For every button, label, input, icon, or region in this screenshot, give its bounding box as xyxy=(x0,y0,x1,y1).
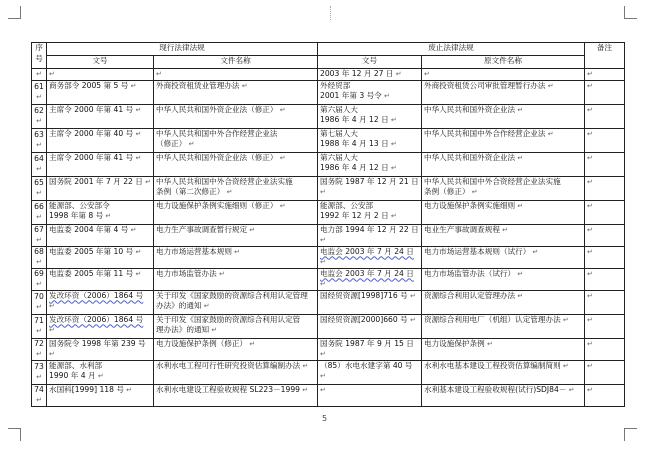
doc-number-cell xyxy=(47,200,154,224)
paragraph-mark-icon: ↵ xyxy=(320,372,326,380)
repealed-doc-name-cell-text: 电力市场监管办法（试行） xyxy=(424,268,516,278)
doc-name-cell xyxy=(154,128,318,152)
repealed-doc-number-cell-text: 能源部、公安部 1992 年 12 月 2 日 xyxy=(320,200,389,220)
paragraph-mark-icon: ↵ xyxy=(587,291,593,300)
table-row xyxy=(32,290,625,314)
repealed-doc-number-cell xyxy=(318,384,422,406)
table-row xyxy=(32,360,625,384)
header-remarks: 备注 xyxy=(585,43,625,69)
doc-name-cell xyxy=(154,290,318,314)
doc-number-cell-text: 国务院 2001 年 7 月 22 日 xyxy=(49,176,143,186)
repealed-doc-name-cell-text: 资源综合利用电厂（机组）认定管理办法 xyxy=(424,314,561,324)
paragraph-mark-icon: ↵ xyxy=(247,225,256,234)
doc-number-cell xyxy=(47,338,154,360)
row-number-text: 71 xyxy=(34,315,44,325)
doc-number-cell-text: 电监委 2005 年第 11 号 xyxy=(49,268,134,278)
doc-name-cell xyxy=(154,360,318,384)
paragraph-mark-icon: ↵ xyxy=(300,361,309,370)
table-row xyxy=(32,80,625,104)
repealed-doc-name-cell xyxy=(422,246,585,268)
doc-number-cell xyxy=(47,224,154,246)
header-repealed-laws: 废止法律法规 xyxy=(318,43,585,56)
paragraph-mark-icon: ↵ xyxy=(36,280,42,288)
remark-cell xyxy=(585,80,625,104)
repealed-doc-name-cell xyxy=(422,176,585,200)
paragraph-mark-icon: ↵ xyxy=(515,201,524,210)
doc-name-cell xyxy=(154,384,318,406)
row-number xyxy=(32,384,47,406)
paragraph-mark-icon: ↵ xyxy=(36,327,42,335)
crop-mark-top-left xyxy=(8,6,21,19)
doc-name-cell-text: 水利水电工程可行性研究投资估算编制办法 xyxy=(156,360,301,370)
paragraph-mark-icon: ↵ xyxy=(587,247,593,256)
repealed-doc-name-cell xyxy=(422,224,585,246)
repealed-doc-name-cell xyxy=(422,314,585,338)
doc-name-cell-text: 水利水电建设工程验收规程 SL223－1999 xyxy=(156,384,301,394)
repealed-doc-name-cell-text: 中华人民共和国外资企业法 xyxy=(424,104,516,114)
row-number xyxy=(32,290,47,314)
repealed-doc-name-cell-text: 水利基本建设工程验收规程(试行)SDJ84－ xyxy=(424,384,567,394)
doc-name-cell xyxy=(154,338,318,360)
doc-number-cell xyxy=(47,290,154,314)
paragraph-mark-icon: ↵ xyxy=(49,302,55,310)
paragraph-mark-icon: ↵ xyxy=(560,361,569,370)
doc-name-cell-text: 电力生产事故调查暂行规定 xyxy=(156,224,248,234)
row-number-text: 74 xyxy=(34,384,44,394)
repealed-doc-number-cell-text: 外经贸部 2001 年第 3 号令 xyxy=(320,80,382,100)
repealed-doc-number-cell xyxy=(318,314,422,338)
paragraph-mark-icon: ↵ xyxy=(587,70,593,78)
repealed-doc-number-cell xyxy=(318,268,422,290)
paragraph-mark-icon: ↵ xyxy=(566,385,575,394)
paragraph-mark-icon: ↵ xyxy=(388,116,397,124)
row-number xyxy=(32,128,47,152)
paragraph-mark-icon: ↵ xyxy=(36,165,42,173)
paragraph-mark-icon: ↵ xyxy=(36,141,42,149)
doc-number-cell xyxy=(47,384,154,406)
row-number xyxy=(32,80,47,104)
remark-cell xyxy=(585,246,625,268)
paragraph-mark-icon: ↵ xyxy=(156,70,162,78)
paragraph-mark-icon: ↵ xyxy=(95,372,104,380)
doc-name-cell xyxy=(154,314,318,338)
paragraph-mark-icon: ↵ xyxy=(201,302,210,310)
repealed-doc-name-cell xyxy=(422,338,585,360)
paragraph-mark-icon: ↵ xyxy=(320,385,326,394)
paragraph-mark-icon: ↵ xyxy=(239,81,248,90)
row-number xyxy=(32,224,47,246)
repealed-doc-number-cell xyxy=(318,224,422,246)
doc-number-cell-text: 能源部、水利部 1990 年 4 月 xyxy=(49,360,103,380)
row-number xyxy=(32,200,47,224)
paragraph-mark-icon: ↵ xyxy=(424,70,430,78)
table-row xyxy=(32,224,625,246)
crop-mark-bottom-right xyxy=(624,428,637,441)
row-number-text: 68 xyxy=(34,246,44,256)
row-number-text: 69 xyxy=(34,268,44,278)
paragraph-mark-icon: ↵ xyxy=(36,189,42,197)
paragraph-mark-icon: ↵ xyxy=(36,303,42,311)
paragraph-mark-icon: ↵ xyxy=(587,153,593,162)
paragraph-mark-icon: ↵ xyxy=(186,140,195,148)
row-number-text: 73 xyxy=(34,361,44,371)
doc-name-cell xyxy=(154,200,318,224)
doc-name-cell-text: 电力设施保护条例实施细则（修正） xyxy=(156,200,278,210)
remark-cell xyxy=(585,314,625,338)
doc-name-cell xyxy=(154,176,318,200)
paragraph-mark-icon: ↵ xyxy=(277,201,286,210)
row-number-text: 62 xyxy=(34,105,44,115)
doc-number-cell-text: 水国科[1999] 118 号 xyxy=(49,384,124,394)
paragraph-mark-icon: ↵ xyxy=(407,291,416,300)
repealed-doc-number-cell xyxy=(318,128,422,152)
header-guide xyxy=(330,6,332,20)
paragraph-mark-icon: ↵ xyxy=(393,70,402,78)
repealed-doc-number-cell-text: （85）水电水建字第 40 号 xyxy=(320,360,413,370)
table-row xyxy=(32,314,625,338)
row-number xyxy=(32,176,47,200)
doc-number-cell-text: 主席令 2000 年第 41 号 xyxy=(49,104,134,114)
doc-number-cell xyxy=(47,268,154,290)
doc-name-cell-text: 关于印发《国家鼓励的资源综合利用认定管理 办法》的通知 xyxy=(156,290,308,310)
paragraph-mark-icon: ↵ xyxy=(515,153,524,162)
repealed-doc-name-cell xyxy=(422,360,585,384)
remark-cell xyxy=(585,224,625,246)
repealed-doc-number-cell xyxy=(318,152,422,176)
table-row xyxy=(32,338,625,360)
doc-number-cell-text: 主席令 2000 年第 41 号 xyxy=(49,152,134,162)
row-number-text: 72 xyxy=(34,338,44,348)
repealed-doc-number-cell-text: 国经贸资源[1998]716 号 xyxy=(320,290,408,300)
paragraph-mark-icon: ↵ xyxy=(320,350,326,358)
doc-name-cell-text: 电力市场运营基本规则 xyxy=(156,246,232,256)
repealed-doc-name-cell xyxy=(422,104,585,128)
doc-number-cell xyxy=(47,246,154,268)
paragraph-mark-icon: ↵ xyxy=(224,188,233,196)
header-doc-name: 文件名称 xyxy=(154,56,318,69)
paragraph-mark-icon: ↵ xyxy=(36,93,42,101)
repealed-doc-number-cell-text: 国务院 1987 年 9 月 15 日 xyxy=(320,338,414,348)
doc-number-cell xyxy=(47,314,154,338)
doc-number-cell xyxy=(47,104,154,128)
header-current-laws: 现行法律法规 xyxy=(47,43,318,56)
doc-name-cell-text: 电力市场监管办法 xyxy=(156,268,217,278)
doc-name-cell xyxy=(154,69,318,81)
paragraph-mark-icon: ↵ xyxy=(587,339,593,348)
remark-cell xyxy=(585,152,625,176)
paragraph-mark-icon: ↵ xyxy=(36,258,42,266)
paragraph-mark-icon: ↵ xyxy=(49,70,55,78)
doc-number-cell-text: 商务部令 2005 第 5 号 xyxy=(49,80,129,90)
repealed-doc-number-cell xyxy=(318,246,422,268)
paragraph-mark-icon: ↵ xyxy=(277,153,286,162)
doc-name-cell xyxy=(154,80,318,104)
repealed-doc-number-cell-text: 电监会 2003 年 7 月 24 日 xyxy=(320,246,414,256)
row-number xyxy=(32,360,47,384)
doc-number-cell-text: 国务院令 1998 年第 239 号 xyxy=(49,338,146,348)
doc-number-cell-text: 电监委 2005 年第 10 号 xyxy=(49,246,134,256)
row-number-text: 65 xyxy=(34,177,44,187)
paragraph-mark-icon: ↵ xyxy=(388,140,397,148)
paragraph-mark-icon: ↵ xyxy=(515,105,524,114)
row-number-text: 61 xyxy=(34,81,44,91)
paragraph-mark-icon: ↵ xyxy=(587,269,593,278)
paragraph-mark-icon: ↵ xyxy=(587,129,593,138)
paragraph-mark-icon: ↵ xyxy=(320,188,326,196)
page-number: 5 xyxy=(322,414,328,423)
remark-cell xyxy=(585,176,625,200)
repealed-doc-name-cell-text: 中华人民共和国外资企业法 xyxy=(424,152,516,162)
paragraph-mark-icon: ↵ xyxy=(587,201,593,210)
paragraph-mark-icon: ↵ xyxy=(587,385,593,394)
remark-cell xyxy=(585,200,625,224)
paragraph-mark-icon: ↵ xyxy=(123,385,133,394)
remark-cell xyxy=(585,69,625,81)
doc-name-cell xyxy=(154,224,318,246)
crop-mark-top-right xyxy=(624,6,637,19)
paragraph-mark-icon: ↵ xyxy=(216,269,225,278)
paragraph-mark-icon: ↵ xyxy=(231,247,241,256)
paragraph-mark-icon: ↵ xyxy=(320,258,326,266)
doc-name-cell-text: 外商投资租赁业管理办法 xyxy=(156,80,240,90)
repealed-doc-name-cell-text: 中华人民共和国中外合资经营企业法实施 条例（修正） xyxy=(424,176,561,196)
repealed-doc-name-cell xyxy=(422,69,585,81)
repealed-doc-number-cell xyxy=(318,360,422,384)
repealed-doc-name-cell-text: 电业生产事故调查规程 xyxy=(424,224,500,234)
table-row xyxy=(32,128,625,152)
repealed-doc-number-cell xyxy=(318,69,422,81)
paragraph-mark-icon: ↵ xyxy=(388,164,397,172)
header-row-2 xyxy=(32,56,625,69)
paragraph-mark-icon: ↵ xyxy=(36,350,42,358)
paragraph-mark-icon: ↵ xyxy=(320,236,326,244)
header-seq: 序 号 xyxy=(32,43,47,69)
paragraph-mark-icon: ↵ xyxy=(469,188,478,196)
row-number-text: 63 xyxy=(34,129,44,139)
table-row xyxy=(32,69,625,81)
paragraph-mark-icon: ↵ xyxy=(36,70,42,78)
row-number-text: 70 xyxy=(34,291,44,301)
doc-number-cell-text: 能源部、公安部令 1998 年第 8 号 xyxy=(49,200,110,220)
table-row xyxy=(32,268,625,290)
remark-cell xyxy=(585,268,625,290)
row-number xyxy=(32,268,47,290)
paragraph-mark-icon: ↵ xyxy=(133,247,142,256)
table-row xyxy=(32,152,625,176)
repealed-doc-name-cell-text: 电力市场运营基本规则（试行） xyxy=(424,246,531,256)
paragraph-mark-icon: ↵ xyxy=(36,117,42,125)
paragraph-mark-icon: ↵ xyxy=(133,153,142,162)
repealed-doc-number-cell-text: 电力部 1994 年 12 月 22 日 xyxy=(320,224,419,234)
remark-cell xyxy=(585,338,625,360)
doc-number-cell-text: 电监委 2004 年第 4 号 xyxy=(49,224,129,234)
repealed-doc-number-cell-text: 第七届人大 1988 年 4 月 13 日 xyxy=(320,128,389,148)
paragraph-mark-icon: ↵ xyxy=(142,177,151,186)
repealed-doc-number-cell xyxy=(318,200,422,224)
row-number xyxy=(32,338,47,360)
table-row xyxy=(32,176,625,200)
doc-name-cell-text: 中华人民共和国中外合资经营企业法实施 条例（第二次修正） xyxy=(156,176,293,196)
paragraph-mark-icon: ↵ xyxy=(587,105,593,114)
paragraph-mark-icon: ↵ xyxy=(515,291,524,300)
doc-number-cell-text: 主席令 2000 年第 40 号 xyxy=(49,128,134,138)
remark-cell xyxy=(585,290,625,314)
remark-cell xyxy=(585,128,625,152)
repealed-doc-name-cell-text: 电力设施保护条例实施细则 xyxy=(424,200,516,210)
doc-name-cell-text: 中华人民共和国外资企业法（修正） xyxy=(156,152,278,162)
repealed-doc-name-cell xyxy=(422,268,585,290)
row-number-text: 67 xyxy=(34,224,44,234)
doc-number-cell xyxy=(47,69,154,81)
paragraph-mark-icon: ↵ xyxy=(277,105,286,114)
repealed-doc-name-cell-text: 电力设施保护条例 xyxy=(424,338,485,348)
paragraph-mark-icon: ↵ xyxy=(49,326,55,334)
paragraph-mark-icon: ↵ xyxy=(545,129,554,138)
table-row xyxy=(32,104,625,128)
paragraph-mark-icon: ↵ xyxy=(49,350,55,358)
paragraph-mark-icon: ↵ xyxy=(530,247,539,256)
repealed-doc-number-cell-text: 电监会 2003 年 7 月 24 日 xyxy=(320,268,414,278)
paragraph-mark-icon: ↵ xyxy=(103,212,112,220)
repealed-doc-name-cell xyxy=(422,128,585,152)
paragraph-mark-icon: ↵ xyxy=(499,225,509,234)
law-table xyxy=(31,42,625,407)
repealed-doc-name-cell xyxy=(422,200,585,224)
doc-name-cell xyxy=(154,152,318,176)
doc-name-cell-text: 中华人民共和国中外合作经营企业法 （修正） xyxy=(156,128,278,148)
table-row xyxy=(32,246,625,268)
paragraph-mark-icon: ↵ xyxy=(300,385,309,394)
remark-cell xyxy=(585,104,625,128)
doc-number-cell xyxy=(47,360,154,384)
repealed-doc-name-cell-text: 外商投资租赁公司审批管理暂行办法 xyxy=(424,80,546,90)
paragraph-mark-icon: ↵ xyxy=(587,225,593,234)
doc-name-cell-text: 中华人民共和国外资企业法（修正） xyxy=(156,104,278,114)
doc-number-cell xyxy=(47,80,154,104)
paragraph-mark-icon: ↵ xyxy=(587,177,593,186)
paragraph-mark-icon: ↵ xyxy=(133,129,142,138)
paragraph-mark-icon: ↵ xyxy=(128,81,137,90)
table-row xyxy=(32,200,625,224)
doc-number-cell-text: 发改环资（2006）1864 号 xyxy=(49,314,144,324)
header-doc-no: 文号 xyxy=(47,56,154,69)
paragraph-mark-icon: ↵ xyxy=(381,92,390,100)
row-number xyxy=(32,69,47,81)
paragraph-mark-icon: ↵ xyxy=(545,81,554,90)
repealed-doc-name-cell xyxy=(422,80,585,104)
paragraph-mark-icon: ↵ xyxy=(407,315,416,324)
row-number xyxy=(32,246,47,268)
repealed-doc-number-cell xyxy=(318,80,422,104)
repealed-doc-name-cell-text: 水利水电基本建设工程投资估算编制简则 xyxy=(424,360,561,370)
doc-name-cell xyxy=(154,268,318,290)
paragraph-mark-icon: ↵ xyxy=(560,315,569,324)
doc-number-cell-text: 发改环资（2006）1864 号 xyxy=(49,290,144,300)
remark-cell xyxy=(585,360,625,384)
repealed-doc-name-cell-text: 资源综合利用认定管理办法 xyxy=(424,290,516,300)
header-rep-doc-name: 原文件名称 xyxy=(422,56,585,69)
paragraph-mark-icon: ↵ xyxy=(36,236,42,244)
row-number xyxy=(32,152,47,176)
repealed-doc-number-cell xyxy=(318,338,422,360)
repealed-doc-number-cell-text: 第六届人大 1986 年 4 月 12 日 xyxy=(320,152,389,172)
paragraph-mark-icon: ↵ xyxy=(388,212,397,220)
repealed-doc-number-cell xyxy=(318,290,422,314)
crop-mark-bottom-left xyxy=(8,428,21,441)
row-number-text: 64 xyxy=(34,153,44,163)
paragraph-mark-icon: ↵ xyxy=(320,280,326,288)
paragraph-mark-icon: ↵ xyxy=(587,315,593,324)
doc-number-cell xyxy=(47,176,154,200)
repealed-doc-name-cell xyxy=(422,152,585,176)
repealed-doc-number-cell xyxy=(318,176,422,200)
paragraph-mark-icon: ↵ xyxy=(209,326,218,334)
header-row-1 xyxy=(32,43,625,56)
doc-number-cell xyxy=(47,128,154,152)
remark-cell xyxy=(585,384,625,406)
repealed-doc-name-cell xyxy=(422,290,585,314)
doc-name-cell xyxy=(154,246,318,268)
table-row xyxy=(32,384,625,406)
row-number xyxy=(32,314,47,338)
doc-number-cell xyxy=(47,152,154,176)
repealed-doc-name-cell xyxy=(422,384,585,406)
paragraph-mark-icon: ↵ xyxy=(133,269,142,278)
paragraph-mark-icon: ↵ xyxy=(133,105,142,114)
paragraph-mark-icon: ↵ xyxy=(587,81,593,90)
doc-name-cell-text: 关于印发《国家鼓励的资源综合利用认定管 理办法》的通知 xyxy=(156,314,301,334)
paragraph-mark-icon: ↵ xyxy=(515,269,524,278)
repealed-doc-number-cell-text: 2003 年 12 月 27 日 xyxy=(320,69,394,78)
row-number xyxy=(32,104,47,128)
header-rep-doc-no: 文号 xyxy=(318,56,422,69)
paragraph-mark-icon: ↵ xyxy=(247,339,256,348)
repealed-doc-number-cell-text: 国务院 1987 年 12 月 21 日 xyxy=(320,176,419,186)
repealed-doc-name-cell-text: 中华人民共和国中外合作经营企业法 xyxy=(424,128,546,138)
paragraph-mark-icon: ↵ xyxy=(587,361,593,370)
repealed-doc-number-cell-text: 第六届人大 1986 年 4 月 12 日 xyxy=(320,104,389,124)
doc-name-cell-text: 电力设施保护条例（修正） xyxy=(156,338,248,348)
paragraph-mark-icon: ↵ xyxy=(128,225,137,234)
repealed-doc-number-cell xyxy=(318,104,422,128)
repealed-doc-number-cell-text: 国经贸资源[2000]660 号 xyxy=(320,314,408,324)
paragraph-mark-icon: ↵ xyxy=(484,339,493,348)
row-number-text: 66 xyxy=(34,201,44,211)
doc-name-cell xyxy=(154,104,318,128)
paragraph-mark-icon: ↵ xyxy=(36,396,42,404)
paragraph-mark-icon: ↵ xyxy=(36,373,42,381)
paragraph-mark-icon: ↵ xyxy=(36,213,42,221)
